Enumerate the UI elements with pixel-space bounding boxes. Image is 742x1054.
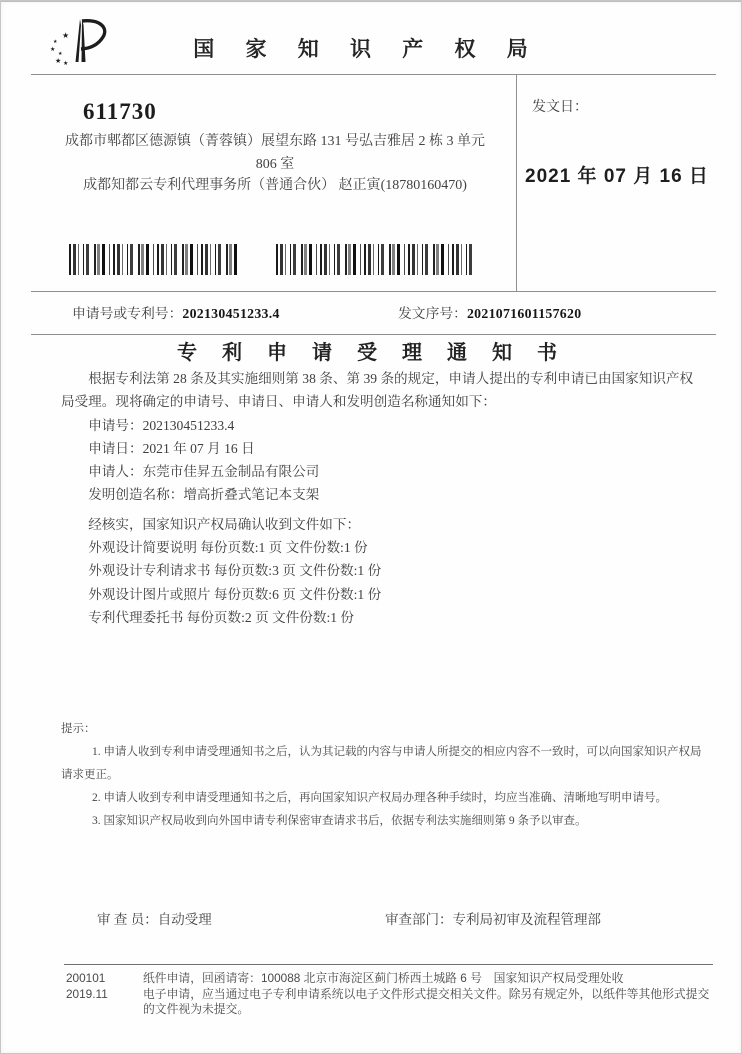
department-label: 审查部门： — [385, 912, 453, 927]
note-item-1: 1. 申请人收到专利申请受理通知书之后，认为其记载的内容与申请人所提交的相应内容不一致时，可以向国家知识产权局 — [92, 746, 702, 758]
examiner-pair — [97, 908, 212, 928]
body-text — [61, 367, 701, 629]
reference-row-divider — [31, 334, 716, 335]
received-document-item: 外观设计专利请求书 每份页数:3 页 文件份数:1 份 — [88, 563, 382, 579]
field-value: 东莞市佳昇五金制品有限公司 — [142, 464, 320, 480]
agency-title: 国 家 知 识 产 权 局 — [193, 37, 541, 61]
examiner-label: 审 查 员： — [97, 912, 158, 927]
note-item-3: 3. 国家知识产权局收到向外国申请专利保密审查请求书后，依据专利法实施细则第 9 条予以审查。 — [92, 815, 587, 827]
svg-text:★: ★ — [53, 40, 58, 45]
received-document-item: 外观设计图片或照片 每份页数:6 页 文件份数:1 份 — [88, 586, 382, 602]
date-box-divider — [516, 74, 517, 291]
svg-text:★: ★ — [50, 47, 56, 53]
footer-instructions — [143, 971, 719, 1018]
barcode-left-icon — [69, 244, 241, 275]
agency-recipient-line: 成都知都云专利代理事务所（普通合伙） 赵正寅(18780160470) — [83, 178, 467, 193]
department-pair — [385, 908, 601, 928]
footer-divider — [64, 964, 713, 965]
field-label: 申请日： — [88, 440, 143, 456]
svg-text:★: ★ — [62, 31, 70, 40]
application-number-value: 202130451233.4 — [182, 306, 280, 321]
body-paragraph-1: 根据专利法第 28 条及其实施细则第 38 条、第 39 条的规定，申请人提出的专利申请已由国家知识产权局受理。现将确定的申请号、申请日、申请人和发明创造名称通知如下： — [61, 371, 694, 410]
examiner-value: 自动受理 — [157, 912, 212, 927]
received-document-item: 专利代理委托书 每份页数:2 页 文件份数:1 份 — [88, 609, 355, 625]
address-line-2: 806 室 — [255, 157, 295, 172]
footer-form-code: 2019.11 — [66, 986, 108, 1001]
field-applicant — [61, 460, 701, 483]
application-number-label: 申请号或专利号： — [72, 306, 183, 321]
document-title: 专 利 申 请 受 理 通 知 书 — [177, 342, 567, 364]
svg-text:★: ★ — [58, 52, 63, 57]
notes-section — [61, 718, 709, 833]
field-value: 202130451233.4 — [142, 417, 235, 433]
notice-head-divider — [31, 291, 716, 292]
issue-date-label: 发文日： — [532, 100, 588, 115]
note-item-1-continued: 请求更正。 — [61, 769, 119, 781]
notes-title: 提示： — [61, 723, 96, 735]
serial-number-value: 2021071601157620 — [466, 306, 582, 321]
serial-number-label: 发文序号： — [398, 306, 467, 321]
field-value: 增高折叠式笔记本支架 — [183, 487, 320, 503]
header-divider — [31, 74, 716, 75]
received-document-item: 外观设计简要说明 每份页数:1 页 文件份数:1 份 — [88, 540, 368, 556]
field-invention-title — [61, 483, 701, 506]
field-value: 2021 年 07 月 16 日 — [142, 440, 255, 456]
footer-form-codes — [66, 971, 134, 1002]
recipient-address — [59, 130, 491, 176]
field-filing-date — [61, 437, 701, 460]
serial-number-pair — [398, 302, 581, 322]
barcode-right-icon — [276, 244, 477, 275]
department-value: 专利局初审及流程管理部 — [452, 912, 601, 927]
field-label: 申请人： — [88, 464, 143, 480]
footer-line-paper: 纸件申请，回函请寄：100088 北京市海淀区蓟门桥西土城路 6 号 国家知识产权局受理处收 — [143, 971, 624, 985]
issue-date-value: 2021 年 07 月 16 日 — [525, 166, 709, 187]
address-line-1: 成都市郫都区德源镇（菁蓉镇）展望东路 131 号弘吉雅居 2 栋 3 单元 — [65, 134, 485, 149]
svg-text:★: ★ — [63, 61, 69, 65]
field-application-no — [61, 414, 701, 437]
svg-text:★: ★ — [55, 57, 62, 65]
confirmation-line: 经核实，国家知识产权局确认收到文件如下： — [88, 516, 361, 532]
note-item-2: 2. 申请人收到专利申请受理通知书之后，再向国家知识产权局办理各种手续时，均应当准确、清晰地写明申请号。 — [92, 792, 667, 804]
footer-form-code: 200101 — [66, 971, 106, 985]
mailing-code: 611730 — [83, 99, 157, 124]
field-label: 申请号： — [88, 417, 143, 433]
field-label: 发明创造名称： — [88, 487, 184, 503]
footer-line-electronic: 电子申请，应当通过电子专利申请系统以电子文件形式提交相关文件。除另有规定外，以纸件等其他形式提交的文件视为未提交。 — [143, 986, 710, 1017]
application-number-pair — [72, 302, 280, 322]
